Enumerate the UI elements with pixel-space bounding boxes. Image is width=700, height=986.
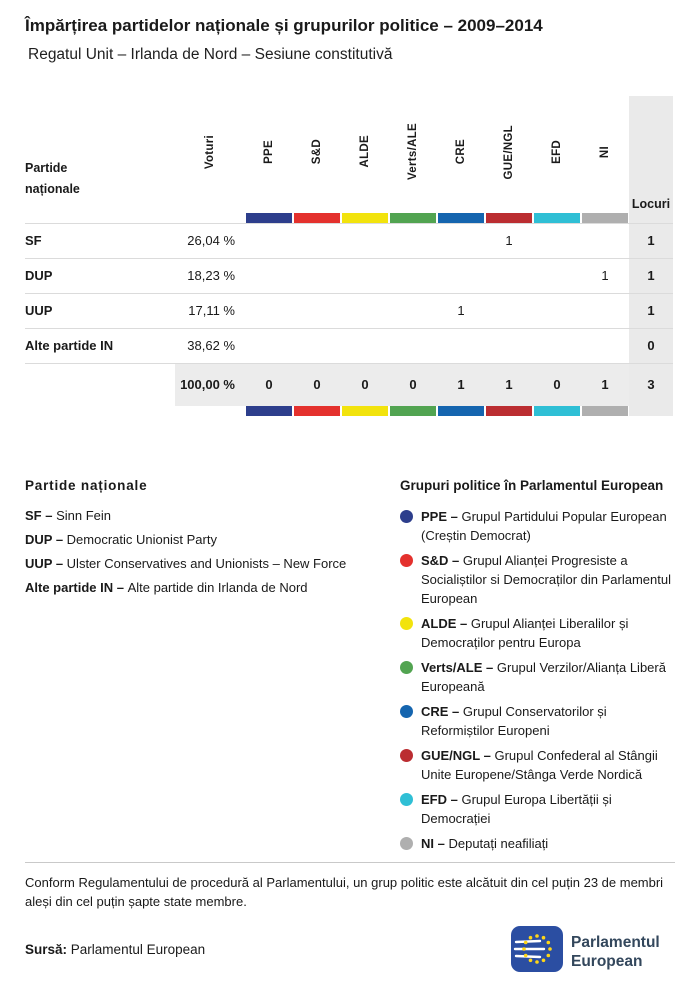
seat-cell-ppe <box>245 293 293 328</box>
group-name: Grupul Europa Libertății și Democrației <box>421 792 612 826</box>
group-name: Grupul Confederal al Stângii Unite Europene/Stânga Verde Nordică <box>421 748 658 782</box>
seats-cell: 1 <box>629 223 673 258</box>
strip-locuri-cell <box>629 406 673 416</box>
legend <box>25 478 675 853</box>
group-color-dot <box>400 617 413 630</box>
table-header-row <box>25 96 673 223</box>
strip-cell <box>533 406 581 416</box>
seat-cell-ppe <box>245 258 293 293</box>
group-color-bar <box>438 406 484 416</box>
group-color-bar <box>534 406 580 416</box>
seat-cell-vertsale <box>389 328 437 363</box>
strip-cell <box>293 406 341 416</box>
party-name: Ulster Conservatives and Unionists – New Force <box>66 556 347 571</box>
legend-group-item <box>400 551 675 608</box>
group-header-label: EFD <box>551 139 563 164</box>
page-subtitle: Regatul Unit – Irlanda de Nord – Sesiune constitutivă <box>28 46 393 63</box>
locuri-header-label: Locuri <box>631 196 671 211</box>
footnote: Conform Regulamentului de procedură al Parlamentului, un grup politic este alcătuit din cel puțin 23 de membri aleși din cel puțin șapte state membre. <box>25 875 664 909</box>
group-abbr: ALDE – <box>421 616 471 631</box>
group-description <box>421 834 548 853</box>
col-header-cre <box>437 96 485 223</box>
col-header-alde <box>341 96 389 223</box>
total-seat-cell-ni: 1 <box>581 363 629 406</box>
total-seat-cell-alde: 0 <box>341 363 389 406</box>
seat-cell-ppe <box>245 328 293 363</box>
seat-cell-guengl: 1 <box>485 223 533 258</box>
logo-text-line1: Parlamentul <box>571 934 660 951</box>
seat-cell-alde <box>341 328 389 363</box>
col-header-locuri <box>629 96 673 223</box>
group-description <box>421 614 675 652</box>
seat-cell-vertsale <box>389 293 437 328</box>
group-abbr: PPE – <box>421 509 462 524</box>
legend-party-item <box>25 555 400 573</box>
party-name: Alte partide din Irlanda de Nord <box>127 580 308 595</box>
logo-text-line2: European <box>571 953 643 970</box>
footer <box>25 862 675 975</box>
group-color-dot <box>400 749 413 762</box>
votes-cell: 18,23 % <box>175 258 245 293</box>
group-header-label: CRE <box>455 139 467 165</box>
group-abbr: NI – <box>421 836 449 851</box>
footer-bottom-row <box>25 923 675 975</box>
group-header-label: NI <box>599 146 611 159</box>
group-color-bar <box>438 213 484 223</box>
legend-political-groups <box>400 478 675 853</box>
party-label-line1: Partide <box>25 161 68 175</box>
group-header-label: S&D <box>311 139 323 165</box>
group-abbr: Verts/ALE – <box>421 660 497 675</box>
group-name: Grupul Alianței Liberalilor și Democraților pentru Europa <box>421 616 629 650</box>
group-header-label: GUE/NGL <box>503 124 515 179</box>
seat-cell-cre <box>437 328 485 363</box>
votes-cell: 26,04 % <box>175 223 245 258</box>
group-color-dot <box>400 510 413 523</box>
seats-cell: 1 <box>629 258 673 293</box>
group-header-label: Verts/ALE <box>407 123 419 181</box>
group-color-bar <box>342 213 388 223</box>
seat-cell-guengl <box>485 293 533 328</box>
seat-cell-ni <box>581 328 629 363</box>
legend-national-parties <box>25 478 400 853</box>
col-header-sd <box>293 96 341 223</box>
party-abbr: DUP – <box>25 532 67 547</box>
strip-cell <box>389 406 437 416</box>
source-line <box>25 942 205 957</box>
party-label-line2: naționale <box>25 182 80 197</box>
seat-cell-vertsale <box>389 223 437 258</box>
group-description <box>421 746 675 784</box>
legend-group-item <box>400 790 675 828</box>
party-name: Democratic Unionist Party <box>66 532 217 547</box>
legend-group-item <box>400 746 675 784</box>
legend-party-item <box>25 579 400 597</box>
seat-cell-sd <box>293 258 341 293</box>
total-seat-cell-efd: 0 <box>533 363 581 406</box>
col-header-vertsale <box>389 96 437 223</box>
seat-cell-cre: 1 <box>437 293 485 328</box>
group-name: Grupul Alianței Progresiste a Socialiștilor si Democraților din Parlamentul European <box>421 553 671 606</box>
seat-cell-ni <box>581 293 629 328</box>
table-row <box>25 258 673 293</box>
table-body <box>25 223 673 416</box>
group-name: Deputați neafiliați <box>448 836 549 851</box>
group-description <box>421 658 675 696</box>
group-name: Grupul Verzilor/Alianța Liberă Europeană <box>421 660 666 694</box>
table-bottom-strip <box>25 406 673 416</box>
results-table <box>25 96 673 416</box>
seat-cell-sd <box>293 328 341 363</box>
group-color-bar <box>294 213 340 223</box>
group-color-bar <box>246 406 292 416</box>
col-header-guengl <box>485 96 533 223</box>
total-seats-cell: 3 <box>629 363 673 406</box>
col-header-efd <box>533 96 581 223</box>
party-abbr: SF – <box>25 508 57 523</box>
group-color-bar <box>582 406 628 416</box>
total-party-cell <box>25 363 175 406</box>
group-color-bar <box>294 406 340 416</box>
seats-cell: 1 <box>629 293 673 328</box>
col-header-ni <box>581 96 629 223</box>
seat-cell-cre <box>437 223 485 258</box>
total-seat-cell-vertsale: 0 <box>389 363 437 406</box>
group-header-label: ALDE <box>359 135 371 168</box>
legend-group-item <box>400 507 675 545</box>
legend-groups-items <box>400 507 675 853</box>
source-value: Parlamentul European <box>70 941 206 957</box>
seat-cell-ni <box>581 223 629 258</box>
page-title: Împărțirea partidelor naționale și grupurilor politice – 2009–2014 <box>25 16 543 35</box>
strip-cell <box>245 406 293 416</box>
seat-cell-guengl <box>485 328 533 363</box>
group-color-bar <box>390 213 436 223</box>
seat-cell-alde <box>341 258 389 293</box>
seat-cell-ppe <box>245 223 293 258</box>
seat-cell-efd <box>533 223 581 258</box>
party-name-cell: UUP <box>25 293 175 328</box>
group-abbr: EFD – <box>421 792 462 807</box>
legend-party-item <box>25 507 400 525</box>
table-row <box>25 223 673 258</box>
seat-cell-cre <box>437 258 485 293</box>
seats-cell: 0 <box>629 328 673 363</box>
col-header-voturi <box>175 96 245 223</box>
group-color-bar <box>486 406 532 416</box>
party-abbr: Alte partide IN – <box>25 580 128 595</box>
legend-party-item <box>25 531 400 549</box>
group-description <box>421 702 675 740</box>
legend-groups-title: Grupuri politice în Parlamentul European <box>400 478 664 493</box>
source-label: Sursă: <box>25 941 68 957</box>
legend-group-item <box>400 658 675 696</box>
legend-parties-title: Partide naționale <box>25 478 148 493</box>
group-color-bar <box>342 406 388 416</box>
votes-cell: 17,11 % <box>175 293 245 328</box>
voturi-header-label: Voturi <box>204 134 216 169</box>
group-color-dot <box>400 837 413 850</box>
party-abbr: UUP – <box>25 556 67 571</box>
seat-cell-efd <box>533 258 581 293</box>
party-name-cell: Alte partide IN <box>25 328 175 363</box>
legend-parties-items <box>25 507 400 597</box>
total-seat-cell-guengl: 1 <box>485 363 533 406</box>
legend-group-item <box>400 614 675 652</box>
group-description <box>421 790 675 828</box>
seat-cell-guengl <box>485 258 533 293</box>
seat-cell-alde <box>341 293 389 328</box>
group-color-bar <box>390 406 436 416</box>
strip-cell <box>581 406 629 416</box>
seat-cell-efd <box>533 293 581 328</box>
group-color-bar <box>582 213 628 223</box>
group-header-label: PPE <box>263 139 275 164</box>
seat-cell-sd <box>293 293 341 328</box>
group-abbr: GUE/NGL – <box>421 748 495 763</box>
group-abbr: CRE – <box>421 704 463 719</box>
seat-cell-vertsale <box>389 258 437 293</box>
group-color-bar <box>246 213 292 223</box>
group-description <box>421 551 675 608</box>
total-votes-cell: 100,00 % <box>175 363 245 406</box>
group-color-bar <box>534 213 580 223</box>
strip-cell <box>437 406 485 416</box>
table-row <box>25 293 673 328</box>
seat-cell-alde <box>341 223 389 258</box>
group-abbr: S&D – <box>421 553 463 568</box>
table-row <box>25 328 673 363</box>
party-column-label <box>25 158 175 213</box>
legend-group-item <box>400 834 675 853</box>
group-color-dot <box>400 661 413 674</box>
party-name-cell: SF <box>25 223 175 258</box>
seat-cell-efd <box>533 328 581 363</box>
strip-cell <box>485 406 533 416</box>
strip-lead-cell <box>25 406 245 416</box>
group-color-dot <box>400 554 413 567</box>
group-description <box>421 507 675 545</box>
party-name: Sinn Fein <box>56 508 111 523</box>
votes-cell: 38,62 % <box>175 328 245 363</box>
group-color-dot <box>400 705 413 718</box>
party-name-cell: DUP <box>25 258 175 293</box>
total-seat-cell-sd: 0 <box>293 363 341 406</box>
total-seat-cell-cre: 1 <box>437 363 485 406</box>
group-color-bar <box>486 213 532 223</box>
seat-cell-ni: 1 <box>581 258 629 293</box>
legend-group-item <box>400 702 675 740</box>
group-name: Grupul Partidului Popular European (Creștin Democrat) <box>421 509 667 543</box>
table-total-row <box>25 363 673 406</box>
footer-divider <box>25 862 675 863</box>
european-parliament-logo <box>510 923 675 975</box>
strip-cell <box>341 406 389 416</box>
group-color-dot <box>400 793 413 806</box>
col-header-ppe <box>245 96 293 223</box>
seat-cell-sd <box>293 223 341 258</box>
total-seat-cell-ppe: 0 <box>245 363 293 406</box>
group-name: Grupul Conservatorilor și Reformiștilor Europeni <box>421 704 607 738</box>
col-header-partide-nationale <box>25 96 175 223</box>
